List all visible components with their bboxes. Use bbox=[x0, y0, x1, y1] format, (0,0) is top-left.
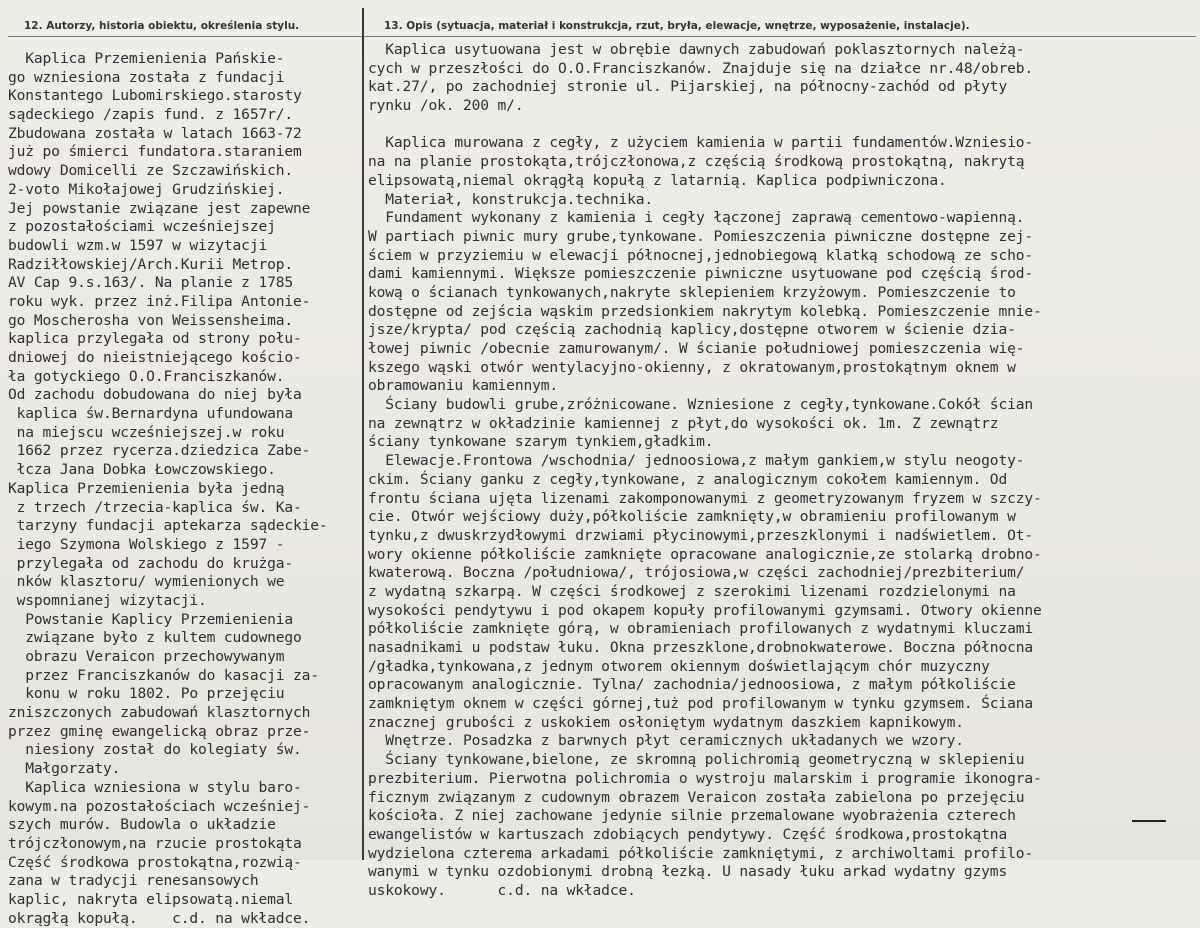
history-text-line: kowym.na pozostałościach wcześniej- bbox=[8, 797, 311, 815]
ink-dash-mark bbox=[1132, 820, 1166, 822]
description-text-line: wysokości pendytywu i pod okapem kopuły profilowanymi gzymsami. Otwory okienne bbox=[368, 601, 1042, 619]
history-text-line: kaplica św.Bernardyna ufundowana bbox=[8, 405, 293, 423]
description-text-line: kat.27/, po zachodniej stronie ul. Pijarskiej, na północny-zachód od płyty bbox=[368, 78, 1008, 96]
description-text-line: znacznej grubości z uskokiem osłoniętym wydatnym daszkiem kapnikowym. bbox=[368, 713, 964, 731]
history-text-line: Część środkowa prostokątna,rozwią- bbox=[8, 853, 302, 871]
history-text-line: łcza Jana Dobka Łowczowskiego. bbox=[8, 461, 276, 479]
history-text-line: ła gotyckiego O.O.Franciszkanów. bbox=[8, 367, 285, 385]
description-text-line: jsze/krypta/ pod częścią zachodnią kaplicy,dostępne otworem w ścienie dzia- bbox=[368, 321, 1016, 339]
description-text-line: wanymi w tynku ozdobionymi drobną łezką. U nasady łuku arkad wydatny gzyms bbox=[368, 863, 1008, 881]
description-text-line: opracowanym analogicznie. Tylna/ zachodnia/jednoosiowa, z małym półkoliście bbox=[368, 676, 1016, 694]
history-text-line: tarzyny fundacji aptekarza sądeckie- bbox=[8, 517, 328, 535]
description-text-line: kwaterową. Boczna /południowa/, trójosiowa,w części zachodniej/prezbiterium/ bbox=[368, 564, 1025, 582]
description-text-line: Kaplica murowana z cegły, z użyciem kamienia w partii fundamentów.Wzniesio- bbox=[368, 134, 1033, 152]
column-divider bbox=[362, 8, 364, 860]
description-text-line: frontu ściana ujęta lizenami zakomponowanymi z geometryzowanym fryzem w szczy- bbox=[368, 489, 1042, 507]
description-text-line: ściem w przyziemiu w elewacji północnej,jednobiegową klatką schodową ze scho- bbox=[368, 246, 1033, 264]
history-text-column bbox=[8, 50, 358, 928]
history-text-line: roku wyk. przez inż.Filipa Antonie- bbox=[8, 292, 311, 310]
description-text-line: kościoła. Z niej zachowane jedynie silnie przemalowane wyobrażenia czterech bbox=[368, 807, 1016, 825]
history-text-line: Jej powstanie związane jest zapewne bbox=[8, 199, 311, 217]
history-text-line: iego Szymona Wolskiego z 1597 - bbox=[8, 535, 285, 553]
description-text-line: z wydatną szkarpą. W części środkowej z szerokimi lizenami rozdzielonymi na bbox=[368, 582, 1016, 600]
description-text-line: Kaplica usytuowana jest w obrębie dawnych zabudowań poklasztornych należą- bbox=[368, 41, 1025, 58]
description-text-line: elipsowatą,niemal okrągłą kopułą z latarnią. Kaplica podpiwniczona. bbox=[368, 171, 947, 189]
description-text-line: Elewacje.Frontowa /wschodnia/ jednoosiowa,z małym gankiem,w stylu neogoty- bbox=[368, 452, 1025, 470]
history-text-line: Kaplica Przemienienia Pańskie- bbox=[8, 50, 285, 67]
history-text-line: go Moscherosha von Weissensheima. bbox=[8, 311, 293, 329]
history-text-line: związane było z kultem cudownego bbox=[8, 629, 302, 647]
right-column-header: 13. Opis (sytuacja, materiał i konstrukcja, rzut, bryła, elewacje, wnętrze, wyposażenie, instalacje). bbox=[384, 20, 970, 32]
history-text-line: 1662 przez rycerza.dziedzica Zabe- bbox=[8, 442, 311, 460]
description-text-line: uskokowy. c.d. na wkładce. bbox=[368, 881, 636, 899]
description-text-line: cych w przeszłości do O.O.Franciszkanów. Znajduje się na działce nr.48/obreb. bbox=[368, 59, 1033, 77]
history-text-line: sądeckiego /zapis fund. z 1657r/. bbox=[8, 106, 293, 124]
description-text-line: wory okienne półkoliście zamknięte opracowane analogicznie,ze stolarką drobno- bbox=[368, 545, 1042, 563]
history-text-line: obrazu Veraicon przechowywanym bbox=[8, 648, 285, 665]
description-text-line: półkoliście zamknięte górą, w obramieniach profilowanych z wydatnymi kluczami bbox=[368, 620, 1033, 638]
history-text-line: konu w roku 1802. Po przejęciu bbox=[8, 685, 285, 703]
history-text-line: Małgorzaty. bbox=[8, 760, 121, 778]
description-text-line: rynku /ok. 200 m/. bbox=[368, 97, 524, 115]
history-text-line: Konstantego Lubomirskiego.starosty bbox=[8, 87, 302, 105]
description-text-line: Materiał, konstrukcja.technika. bbox=[368, 190, 653, 208]
history-text-line: zniszczonych zabudowań klasztornych bbox=[8, 704, 311, 722]
description-text-line bbox=[368, 116, 1196, 135]
description-text-line: Ściany tynkowane,bielone, ze skromną polichromią geometryczną w sklepieniu bbox=[368, 751, 1025, 769]
history-text-line: wdowy Domicelli ze Szczawińskich. bbox=[8, 162, 293, 180]
description-text-line: Fundament wykonany z kamienia i cegły łączonej zaprawą cementowo-wapienną. bbox=[368, 209, 1025, 227]
description-text-line: dostępne od zejścia wąskim przedsionkiem nakrytym kolebką. Pomieszczenie mnie- bbox=[368, 302, 1042, 320]
description-text-line: W partiach piwnic mury grube,tynkowane. Pomieszczenia piwniczne dostępne zej- bbox=[368, 227, 1033, 245]
description-text-line: kszego wąski otwór wentylacyjno-okienny, z okratowanym,prostokątnym oknem w bbox=[368, 358, 1016, 376]
history-text-line: trójczłonowym,na rzucie prostokąta bbox=[8, 834, 302, 852]
history-text-line: przez gminę ewangelicką obraz prze- bbox=[8, 722, 311, 740]
history-text-line: przez Franciszkanów do kasacji za- bbox=[8, 666, 319, 684]
description-text-line: prezbiterium. Pierwotna polichromia o wystroju malarskim i programie ikonogra- bbox=[368, 769, 1042, 787]
history-text-line: zana w tradycji renesansowych bbox=[8, 872, 259, 890]
description-text-line: łowej piwnic /obecnie zamurowanym/. W ścianie południowej pomieszczenia wię- bbox=[368, 340, 1025, 357]
description-text-line: cie. Otwór wejściowy duży,półkoliście zamknięty,w obramieniu profilowanym w bbox=[368, 508, 1016, 526]
description-text-line: tynku,z dwuskrzydłowymi drzwiami płycinowymi,przeszklonymi i nadświetlem. Ot- bbox=[368, 526, 1033, 544]
history-text-line: niesiony został do kolegiaty św. bbox=[8, 741, 302, 759]
history-text-line: już po śmierci fundatora.staraniem bbox=[8, 143, 302, 161]
history-text-line: Kaplica Przemienienia była jedną bbox=[8, 479, 285, 497]
description-text-column bbox=[368, 41, 1196, 901]
history-text-line: go wzniesiona została z fundacji bbox=[8, 68, 285, 86]
right-header-rule bbox=[364, 36, 1196, 37]
history-text-line: przylegała od zachodu do krużga- bbox=[8, 554, 293, 572]
history-text-line: dniowej do nieistniejącego kościo- bbox=[8, 349, 302, 366]
history-text-line: Radziłłowskiej/Arch.Kurii Metrop. bbox=[8, 255, 293, 273]
left-column-header: 12. Autorzy, historia obiektu, określenia stylu. bbox=[24, 20, 300, 32]
history-text-line: z pozostałościami wcześniejszej bbox=[8, 218, 276, 236]
description-text-line: zamkniętym oknem w części górnej,tuż pod profilowanym w tynku gzymsem. Ściana bbox=[368, 695, 1033, 713]
description-text-line: ckim. Ściany ganku z cegły,tynkowane, z analogicznym cokołem kamiennym. Od bbox=[368, 470, 1008, 488]
history-text-line: kaplica przylegała od strony połu- bbox=[8, 330, 302, 348]
history-text-line: 2-voto Mikołajowej Grudzińskiej. bbox=[8, 180, 285, 198]
history-text-line: budowli wzm.w 1597 w wizytacji bbox=[8, 236, 268, 254]
history-text-line: szych murów. Budowla o układzie bbox=[8, 816, 276, 834]
description-text-line: nasadnikami u podstaw łuku. Okna przeszklone,drobnokwaterowe. Boczna północna bbox=[368, 639, 1033, 656]
description-text-line: ściany tynkowane szarym tynkiem,gładkim. bbox=[368, 433, 714, 451]
history-text-line: nków klasztoru/ wymienionych we bbox=[8, 573, 285, 591]
history-text-line: Kaplica wzniesiona w stylu baro- bbox=[8, 778, 302, 796]
history-text-line: Od zachodu dobudowana do niej była bbox=[8, 386, 302, 404]
history-text-line: Zbudowana została w latach 1663-72 bbox=[8, 124, 302, 142]
description-text-line: dami kamiennymi. Większe pomieszczenie piwniczne usytuowane pod częścią środ- bbox=[368, 265, 1033, 283]
description-text-line: /gładka,tynkowana,z jednym otworem okiennym doświetlającym chór muzyczny bbox=[368, 657, 990, 675]
history-text-line: kaplic, nakryta elipsowatą.niemal bbox=[8, 890, 293, 908]
description-text-line: kową o ścianach tynkowanych,nakryte sklepieniem krzyżowym. Pomieszczenie to bbox=[368, 283, 1016, 301]
description-text-line: na na planie prostokąta,trójczłonowa,z częścią środkową prostokątną, nakrytą bbox=[368, 153, 1025, 171]
history-text-line: na miejscu wcześniejszej.w roku bbox=[8, 423, 285, 441]
description-text-line: ficznym związanym z cudownym obrazem Veraicon została zabielona po przejęciu bbox=[368, 788, 1025, 806]
description-text-line: obramowaniu kamiennym. bbox=[368, 377, 558, 395]
history-text-line: wspomnianej wizytacji. bbox=[8, 591, 207, 609]
history-text-line: Powstanie Kaplicy Przemienienia bbox=[8, 610, 293, 628]
left-header-rule bbox=[8, 36, 362, 37]
history-text-line: okrągłą kopułą. c.d. na wkładce. bbox=[8, 909, 311, 927]
description-text-line: Ściany budowli grube,zróżnicowane. Wzniesione z cegły,tynkowane.Cokół ścian bbox=[368, 396, 1033, 414]
description-text-line: Wnętrze. Posadzka z barwnych płyt ceramicznych układanych we wzory. bbox=[368, 732, 964, 750]
history-text-line: AV Cap 9.s.163/. Na planie z 1785 bbox=[8, 274, 293, 292]
description-text-line: ewangelistów w kartuszach zdobiących pendytywy. Część środkowa,prostokątna bbox=[368, 825, 1008, 843]
description-text-line: na zewnątrz w okładzinie kamiennej z płyt,do wysokości ok. 1m. Z zewnątrz bbox=[368, 414, 999, 432]
description-text-line: wydzielona czterema arkadami półkoliście zamkniętymi, z archiwoltami profilo- bbox=[368, 844, 1033, 862]
history-text-line: z trzech /trzecia-kaplica św. Ka- bbox=[8, 498, 302, 516]
